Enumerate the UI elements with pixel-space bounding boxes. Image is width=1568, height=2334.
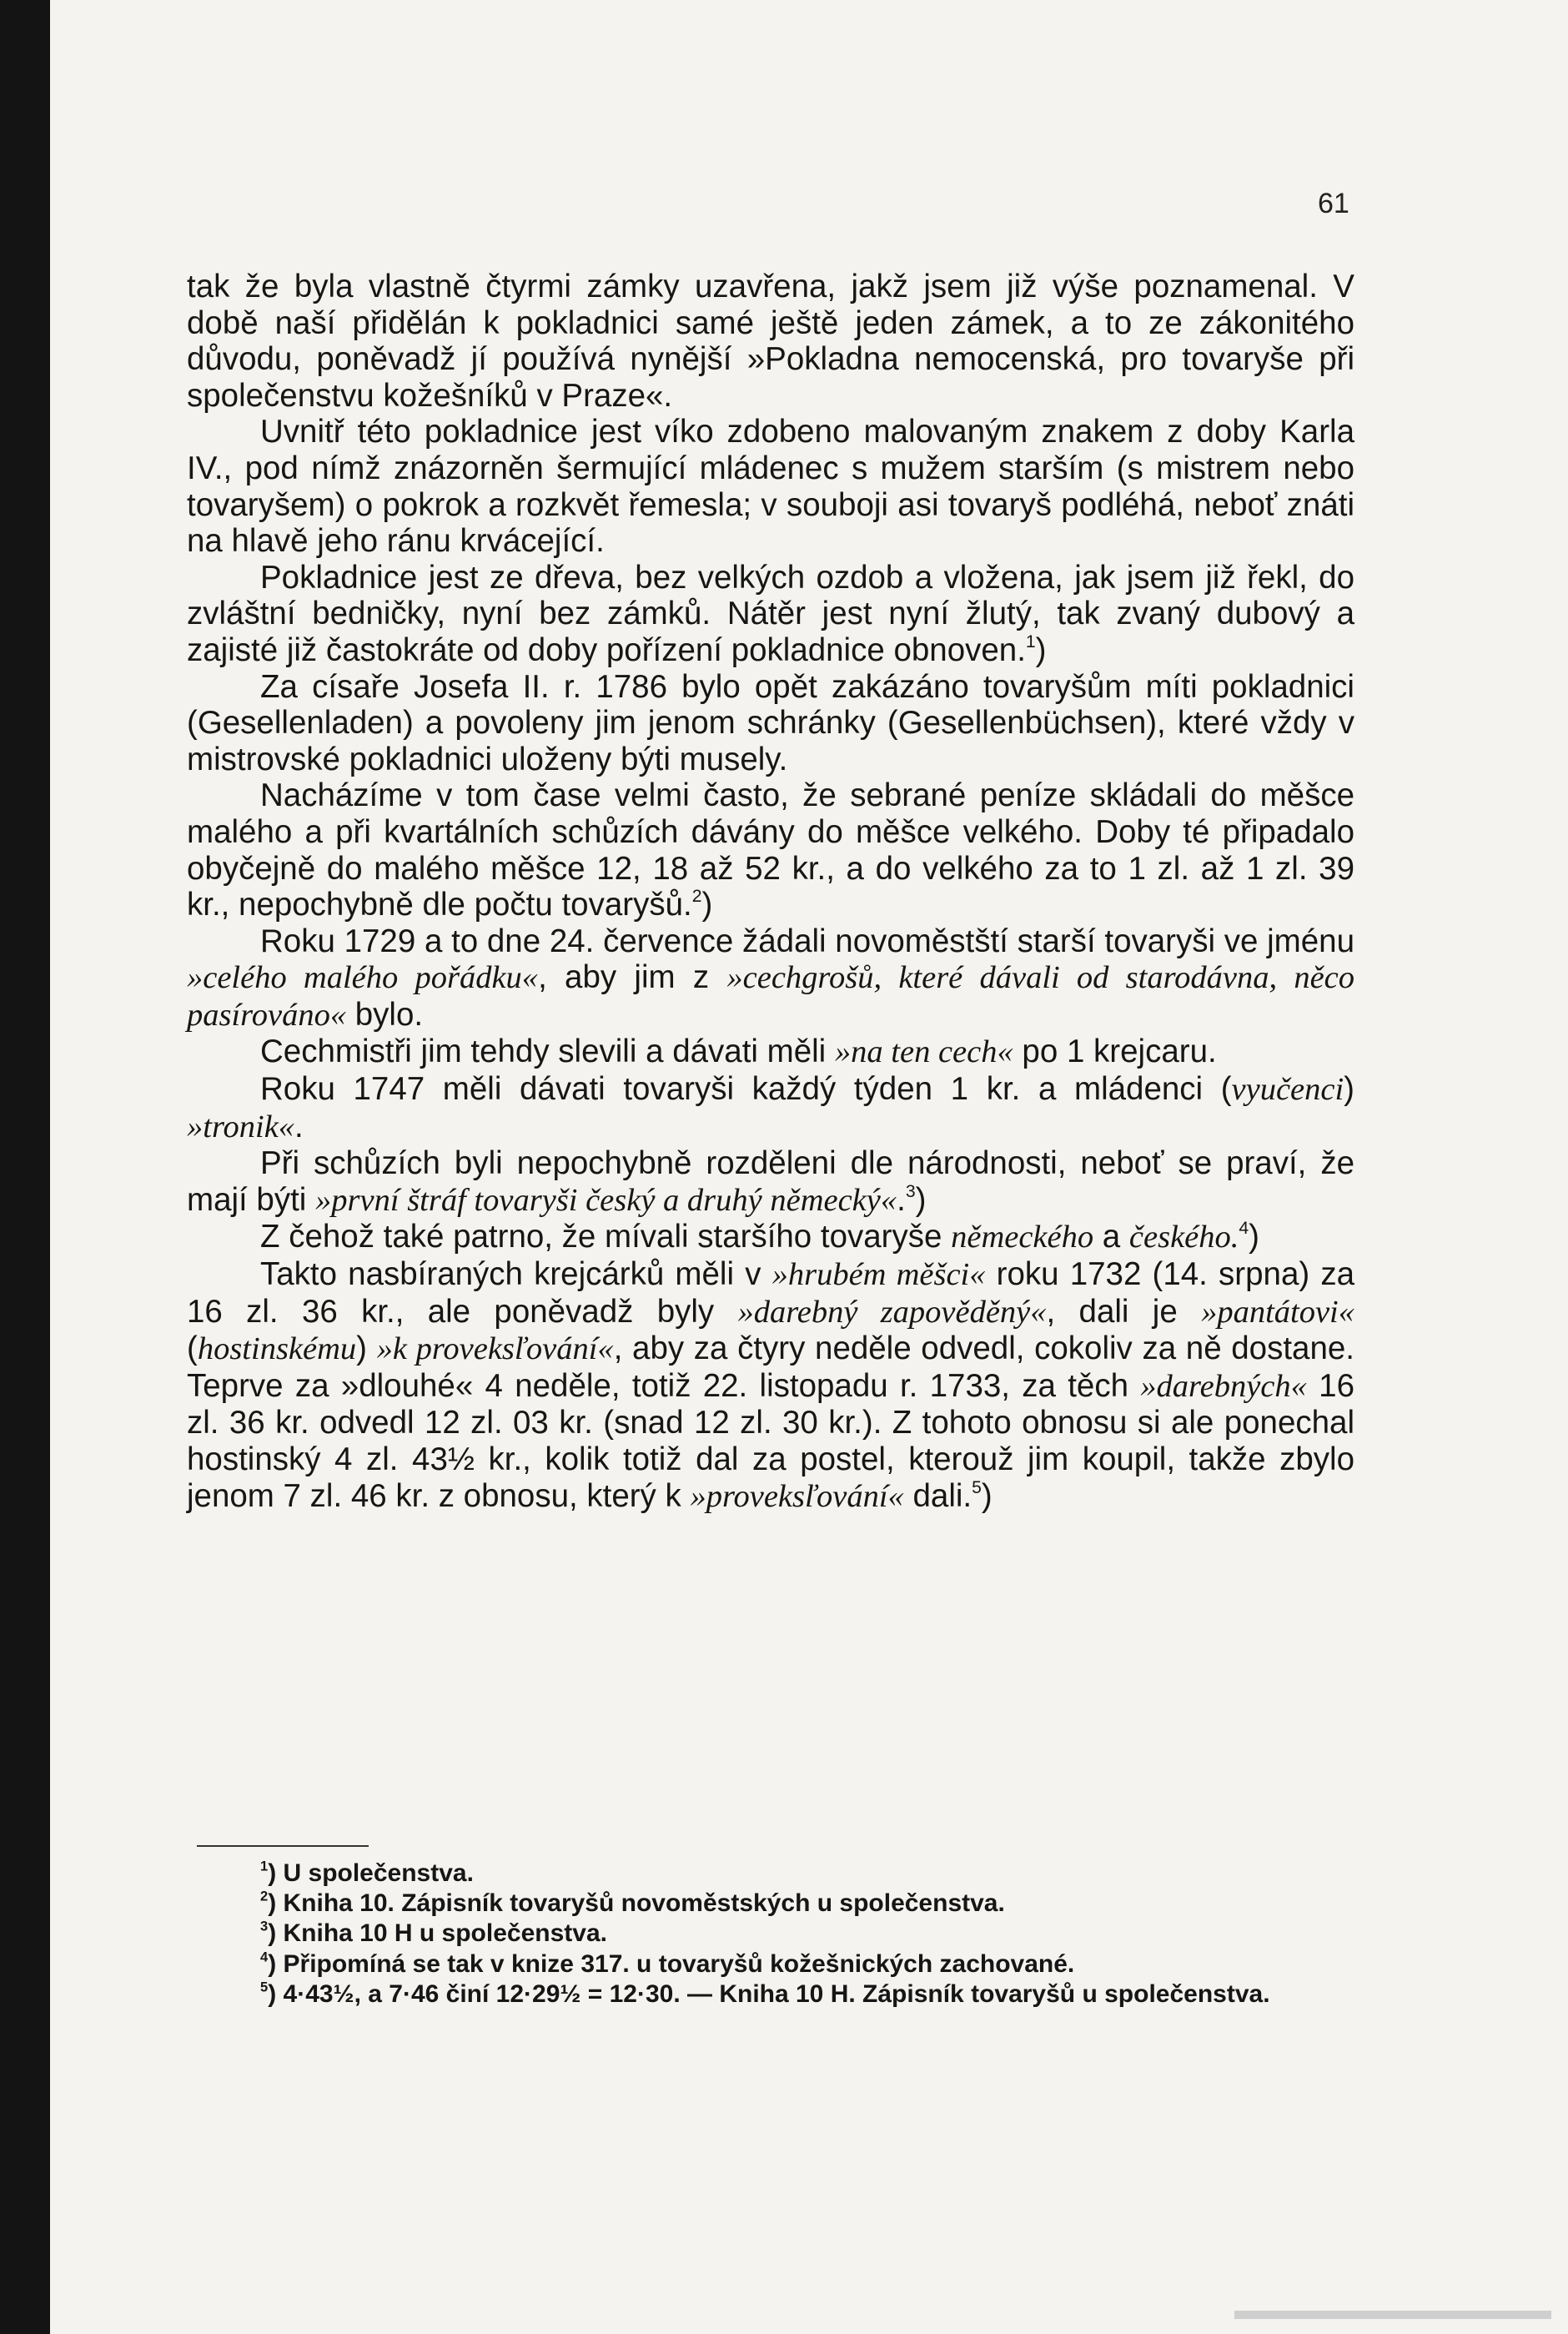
footnote-mark: 5 (260, 1979, 269, 1995)
footnotes (187, 1859, 1354, 2010)
text-run: roku 1732 (14. srpna) za 16 zl. 36 kr., ale poněvadž byly (187, 1256, 1354, 1330)
footnote-ref: 1 (1025, 632, 1036, 652)
italic-run: »k proveksľování« (376, 1331, 614, 1367)
text-run: a (1093, 1219, 1129, 1255)
text-run: , dali je (1046, 1293, 1202, 1330)
footnote-text: ) Připomíná se tak v knize 317. u tovaryšů kožešnických zachované. (268, 1949, 1075, 1978)
text-run: . (294, 1108, 304, 1144)
italic-run: »pantátovi« (1201, 1294, 1354, 1330)
footnote (187, 1919, 1354, 1949)
text-run: Při schůzích byli nepochybně rozděleni dle národnosti, neboť se praví, že mají býti (187, 1145, 1354, 1218)
text-run: ) (1249, 1219, 1259, 1255)
text-run: Roku 1729 a to dne 24. července žádali novoměstští starší tovaryši ve jménu (260, 923, 1354, 959)
text-run: Pokladnice jest ze dřeva, bez velkých ozdob a vložena, jak jsem již řekl, do zvláštní bedničky, nyní bez zámků. Nátěr jest nyní žlutý, tak zvaný dubový a zajisté již častokráte od doby pořízení pokladnice obnoven. (187, 559, 1354, 668)
italic-run: »tronik« (187, 1109, 295, 1144)
scan-edge-mark (1234, 2311, 1551, 2319)
body-text (187, 269, 1354, 1515)
italic-run: »na ten cech« (834, 1034, 1013, 1070)
paragraph (187, 669, 1354, 778)
footnote (187, 1859, 1354, 1889)
text-run: ) (1344, 1071, 1354, 1108)
italic-run: »celého malého pořádku« (187, 960, 539, 996)
text-run: Z čehož také patrno, že mívali staršího tovaryše (260, 1219, 952, 1255)
paragraph (187, 560, 1354, 669)
footnote-text: ) 4·43½, a 7·46 činí 12·29½ = 12·30. — Kniha 10 H. Zápisník tovaryšů u společenstva. (268, 1979, 1270, 2008)
paragraph (187, 269, 1354, 414)
text-run: ) (915, 1181, 927, 1218)
paragraph (187, 1034, 1354, 1071)
text-run: po 1 krejcaru. (1013, 1034, 1217, 1070)
italic-run: »cechgrošů, které dávali od starodávna, něco pasírováno« (187, 960, 1354, 1033)
paragraph (187, 414, 1354, 559)
italic-run: »hrubém měšci« (771, 1257, 986, 1293)
text-run: , aby za čtyry neděle odvedl, cokoliv za ně dostane. Teprve za »dlouhé« 4 neděle, totiž 22. listopadu r. 1733, za těch (187, 1330, 1354, 1404)
footnote (187, 1979, 1354, 2010)
text-run: Nacházíme v tom čase velmi často, že sebrané peníze skládali do měšce malého a při kvartálních schůzích dávány do měšce velkého. Doby té připadalo obyčejně do malého měšce 12, 18 až 52 kr., a do velkého za to 1 zl. až 1 zl. 39 kr., nepochybně dle počtu tovaryšů. (187, 777, 1354, 923)
text-run: ) (1035, 631, 1047, 668)
italic-run: vyučenci (1231, 1072, 1344, 1108)
footnote-ref: 3 (905, 1181, 916, 1201)
footnote-mark: 3 (260, 1919, 269, 1935)
text-run: Roku 1747 měli dávati tovaryši každý týden 1 kr. a mládenci ( (260, 1071, 1232, 1108)
paragraph (187, 1256, 1354, 1515)
text-run: Takto nasbíraných krejcárků měli v (260, 1256, 772, 1293)
italic-run: německého (951, 1220, 1094, 1255)
paragraph (187, 1219, 1354, 1256)
text-run: ) (356, 1330, 377, 1367)
paragraph (187, 777, 1354, 923)
italic-run: »darebných« (1140, 1368, 1307, 1404)
text-run: ) (981, 1477, 993, 1514)
text-run: 16 zl. 36 kr. odvedl 12 zl. 03 kr. (snad 12 zl. 30 kr.). Z tohoto obnosu si ale ponechal hostinský 4 zl. 43½ kr., kolik totiž dal za postel, kterouž jim koupil, takže zbylo jenom 7 zl. 46 kr. z obnosu, který k (187, 1367, 1354, 1514)
italic-run: »darebný zapověděný« (737, 1294, 1047, 1330)
italic-run: »první štráf tovaryši český a druhý německý« (315, 1182, 897, 1218)
footnote-divider (197, 1845, 369, 1847)
footnote-ref: 5 (972, 1477, 982, 1497)
footnote (187, 1889, 1354, 1919)
paragraph (187, 923, 1354, 1034)
scan-border (0, 0, 50, 2334)
text-run: Za císaře Josefa II. r. 1786 bylo opět zakázáno tovaryšům míti pokladnici (Gesellenladen) a povoleny jim jenom schránky (Gesellenbüchsen), které vždy v mistrovské pokladnici uloženy býti musely. (187, 668, 1354, 777)
text-run: tak že byla vlastně čtyrmi zámky uzavřena, jakž jsem již výše poznamenal. V době naší přidělán k pokladnici samé ještě jeden zámek, a to ze zákonitého důvodu, poněvadž jí používá nynější »Pokladna nemocenská, pro tovaryše při společenstvu kožešníků v Praze«. (187, 269, 1354, 414)
text-run: ) (701, 887, 713, 923)
footnote-mark: 1 (260, 1859, 269, 1874)
page-number: 61 (1318, 188, 1349, 219)
text-run: dali. (903, 1477, 972, 1514)
text-run: . (897, 1181, 906, 1218)
italic-run: »proveksľování« (690, 1478, 904, 1514)
footnote-text: ) U společenstva. (268, 1859, 474, 1887)
italic-run: hostinskému (197, 1331, 357, 1367)
footnote-mark: 4 (260, 1949, 269, 1965)
text-run: Cechmistři jim tehdy slevili a dávati měli (260, 1034, 835, 1070)
text-run: , aby jim z (538, 959, 727, 996)
text-run: ( (187, 1330, 198, 1367)
footnote-ref: 4 (1239, 1219, 1249, 1239)
footnote (187, 1949, 1354, 1979)
footnote-text: ) Kniha 10 H u společenstva. (268, 1919, 607, 1948)
text-run: Uvnitř této pokladnice jest víko zdobeno malovaným znakem z doby Karla IV., pod nímž znázorněn šermující mládenec s mužem starším (s mistrem nebo tovaryšem) o pokrok a rozkvět řemesla; v souboji asi tovaryš podléhá, neboť znáti na hlavě jeho ránu krvácející. (187, 414, 1354, 560)
footnote-text: ) Kniha 10. Zápisník tovaryšů novoměstských u společenstva. (268, 1889, 1005, 1918)
book-page (50, 0, 1568, 2334)
text-run: bylo. (346, 996, 424, 1033)
footnote-ref: 2 (691, 887, 702, 907)
paragraph (187, 1071, 1354, 1145)
footnote-mark: 2 (260, 1889, 269, 1904)
italic-run: českého. (1128, 1220, 1239, 1255)
paragraph (187, 1145, 1354, 1219)
